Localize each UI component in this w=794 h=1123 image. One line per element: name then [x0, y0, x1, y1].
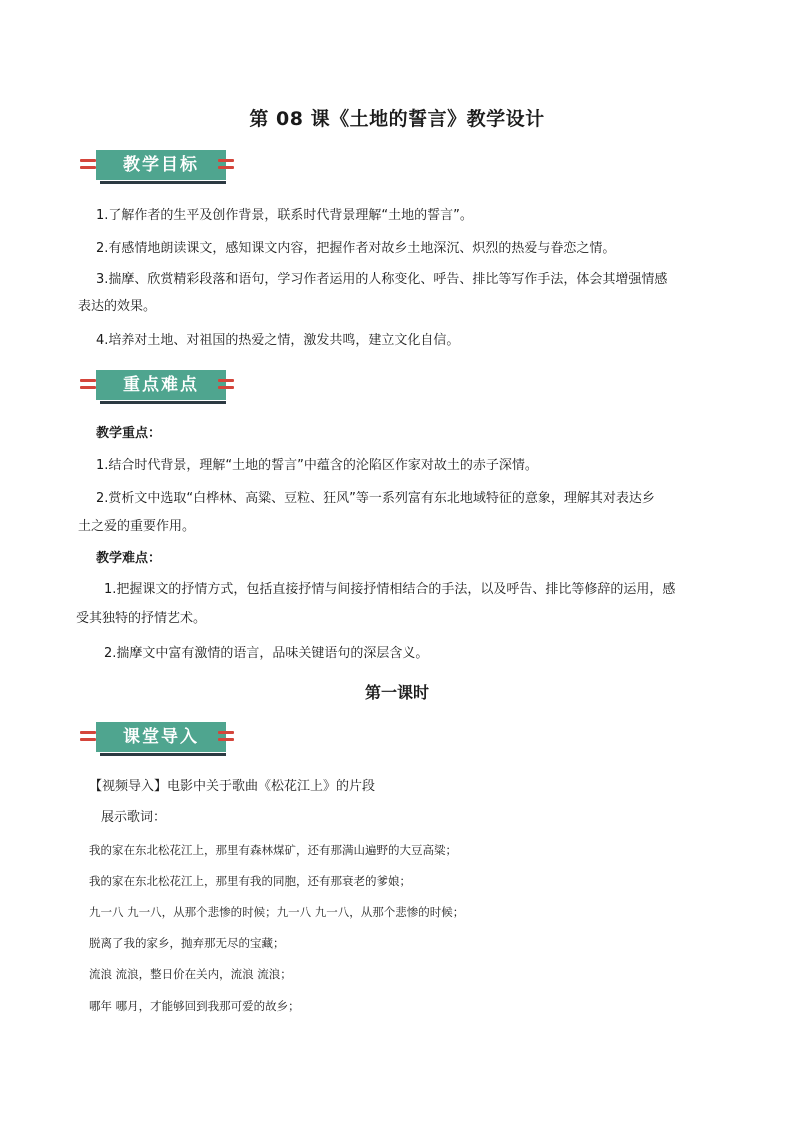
key-point-item: 1.结合时代背景，理解“土地的誓言”中蕴含的沦陷区作家对故土的赤子深情。 [96, 458, 538, 473]
section-title-goals: 教学目标 [123, 155, 199, 175]
lyric-line: 九一八 九一八，从那个悲惨的时候；九一八 九一八，从那个悲惨的时候； [89, 905, 465, 919]
difficult-point-item: 2.揣摩文中富有激情的语言，品味关键语句的深层含义。 [104, 646, 429, 661]
key-points-heading: 教学重点： [96, 426, 162, 441]
video-intro-text: 【视频导入】电影中关于歌曲《松花江上》的片段 [89, 779, 376, 794]
difficult-point-item-continued: 受其独特的抒情艺术。 [76, 611, 207, 626]
banner-underline [100, 181, 226, 184]
lyric-line: 哪年 哪月，才能够回到我那可爱的故乡； [89, 999, 300, 1013]
lyric-line: 我的家在东北松花江上，那里有我的同胞，还有那衰老的爹娘； [89, 874, 411, 888]
section-title-key: 重点难点 [123, 375, 199, 395]
goal-item: 4.培养对土地、对祖国的热爱之情，激发共鸣，建立文化自信。 [96, 333, 460, 348]
difficult-points-heading: 教学难点： [96, 551, 162, 566]
lesson-heading: 第一课时 [364, 683, 429, 702]
key-point-item: 2.赏析文中选取“白桦林、高粱、豆粒、狂风”等一系列富有东北地域特征的意象，理解其对表达乡 [96, 491, 655, 506]
goal-item: 3.揣摩、欣赏精彩段落和语句，学习作者运用的人称变化、呼告、排比等写作手法，体会其增强情感 [96, 272, 668, 287]
page-title: 第 08 课《土地的誓言》教学设计 [249, 108, 545, 130]
lyric-line: 流浪 流浪，整日价在关内，流浪 流浪； [89, 967, 292, 981]
section-title-intro: 课堂导入 [123, 727, 199, 747]
banner-decoration-left [80, 159, 96, 171]
difficult-point-item: 1.把握课文的抒情方式，包括直接抒情与间接抒情相结合的手法，以及呼告、排比等修辞的运用，感 [104, 582, 676, 597]
section-banner-key [80, 370, 232, 406]
goal-item: 1.了解作者的生平及创作背景，联系时代背景理解“土地的誓言”。 [96, 208, 473, 223]
lyric-line: 我的家在东北松花江上，那里有森林煤矿，还有那满山遍野的大豆高粱； [89, 843, 457, 857]
lyric-line: 脱离了我的家乡，抛弃那无尽的宝藏； [89, 936, 285, 950]
banner-decoration-left [80, 379, 96, 391]
lyrics-heading: 展示歌词： [101, 810, 167, 825]
banner-underline [100, 753, 226, 756]
banner-decoration-left [80, 731, 96, 743]
key-point-item-continued: 土之爱的重要作用。 [78, 519, 196, 534]
goal-item: 2.有感情地朗读课文，感知课文内容，把握作者对故乡土地深沉、炽烈的热爱与眷恋之情。 [96, 241, 616, 256]
banner-underline [100, 401, 226, 404]
section-banner-intro [80, 722, 232, 758]
goal-item-continued: 表达的效果。 [78, 299, 157, 314]
section-banner-goals [80, 150, 232, 186]
